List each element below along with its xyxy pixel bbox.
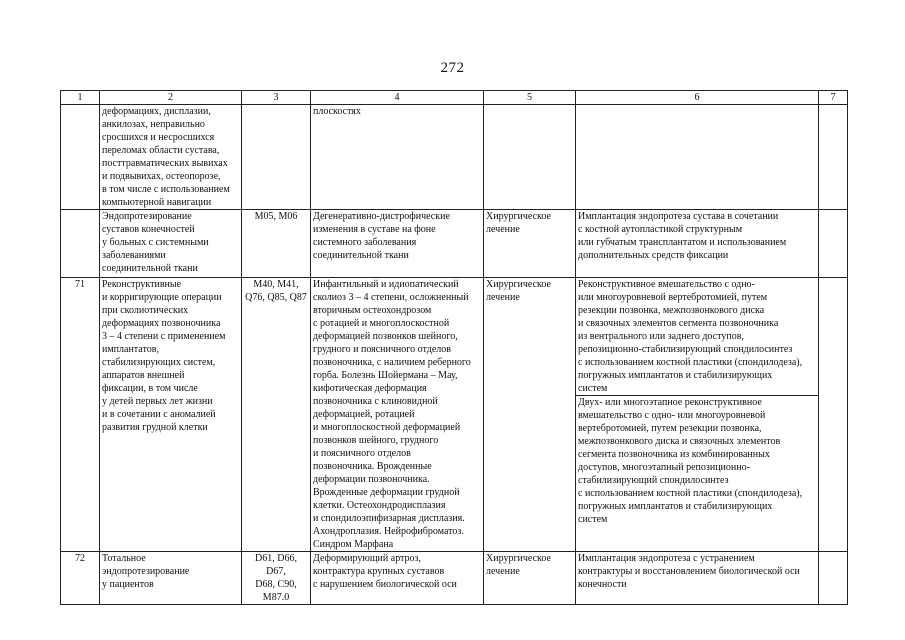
icd-codes-cell: M40, M41, Q76, Q85, Q87 [242,278,311,552]
method-cell [576,210,819,278]
row-number-cell: 72 [61,552,100,605]
header-col-5: 5 [484,91,576,105]
extra-cell [819,210,848,278]
extra-cell [819,278,848,552]
method-text: Двух- или многоэтапное реконструктивное вмешательство с одно- или многоуровневой вертебротомией, путем резекции позвонка, межпозвонкового диска и связочных элементов сегмента позвоночника из комбинированных доступов, многоэтапный репозиционно- стабилизирующий спондилосинтез с использованием костной пластики (спондилодеза), погружных имплантатов и стабилизирующих систем [576,395,818,526]
header-col-2: 2 [100,91,242,105]
table-row [61,278,848,552]
procedures-table [60,90,848,605]
method-cell [576,552,819,605]
icd-codes-cell: D61, D66, D67, D68, C90, M87.0 [242,552,311,605]
diagnosis-cell: Деформирующий артроз, контрактура крупных суставов с нарушением биологической оси [311,552,484,605]
procedure-name-cell: деформациях, дисплазии, анкилозах, неправильно сросшихся и несросшихся переломах области сустава, посттравматических вывихах и подвывихах, остеопорозе, в том числе с использованием компьютерной навигации [100,105,242,210]
extra-cell [819,105,848,210]
method-text: Имплантация эндопротеза с устранением контрактуры и восстановлением биологической оси конечности [578,553,800,590]
procedure-name-cell: Тотальное эндопротезирование у пациентов [100,552,242,605]
row-number-cell [61,210,100,278]
header-col-6: 6 [576,91,819,105]
row-number-cell [61,105,100,210]
table-row [61,552,848,605]
method-text: Имплантация эндопротеза сустава в сочетании с костной аутопластикой структурным или губчатым трансплантатом и использованием дополнительных средств фиксации [578,211,787,261]
treatment-type-cell: Хирургическое лечение [484,278,576,552]
method-cell [576,278,819,552]
method-cell [576,105,819,210]
page-number: 272 [440,60,465,76]
treatment-type-cell [484,105,576,210]
header-col-4: 4 [311,91,484,105]
diagnosis-cell: Дегенеративно-дистрофические изменения в суставе на фоне системного заболевания соединительной ткани [311,210,484,278]
procedure-name-cell: Эндопротезирование суставов конечностей у больных с системными заболеваниями соединительной ткани [100,210,242,278]
icd-codes-cell: M05, M06 [242,210,311,278]
table-row [61,210,848,278]
procedure-name-cell: Реконструктивные и корригирующие операции при сколиотических деформациях позвоночника 3 – 4 степени с применением имплантатов, стабилизирующих систем, аппаратов внешней фиксации, в том числе у детей первых лет жизни и в сочетании с аномалией развития грудной клетки [100,278,242,552]
treatment-type-cell: Хирургическое лечение [484,552,576,605]
icd-codes-cell [242,105,311,210]
diagnosis-cell: плоскостях [311,105,484,210]
diagnosis-cell: Инфантильный и идиопатический сколиоз 3 – 4 степени, осложненный вторичным остеохондрозом с ротацией и многоплоскостной деформацией позвонков шейного, грудного и поясничного отделов позвоночника, с наличием реберного горба. Болезнь Шойермана – Мау, кифотическая деформация позвоночника с клиновидной деформацией, ротацией и многоплоскостной деформацией позвонков шейного, грудного и поясничного отделов позвоночника. Врожденные деформации позвоночника. Врожденные деформации грудной клетки. Остеохондродисплазия и спондилоэпифизарная дисплазия. Ахондроплазия. Нейрофиброматоз. Синдром Марфана [311,278,484,552]
table-header-row [61,91,848,105]
row-number-cell: 71 [61,278,100,552]
table-row [61,105,848,210]
header-col-7: 7 [819,91,848,105]
header-col-3: 3 [242,91,311,105]
extra-cell [819,552,848,605]
treatment-type-cell: Хирургическое лечение [484,210,576,278]
header-col-1: 1 [61,91,100,105]
method-text: Реконструктивное вмешательство с одно- или многоуровневой вертебротомией, путем резекции позвонка, межпозвонкового диска и связочных элементов сегмента позвоночника из вентрального или заднего доступов, репозиционно-стабилизирующий спондилосинтез с использованием костной пластики (спондилодеза), погружных имплантатов и стабилизирующих систем [578,279,803,394]
